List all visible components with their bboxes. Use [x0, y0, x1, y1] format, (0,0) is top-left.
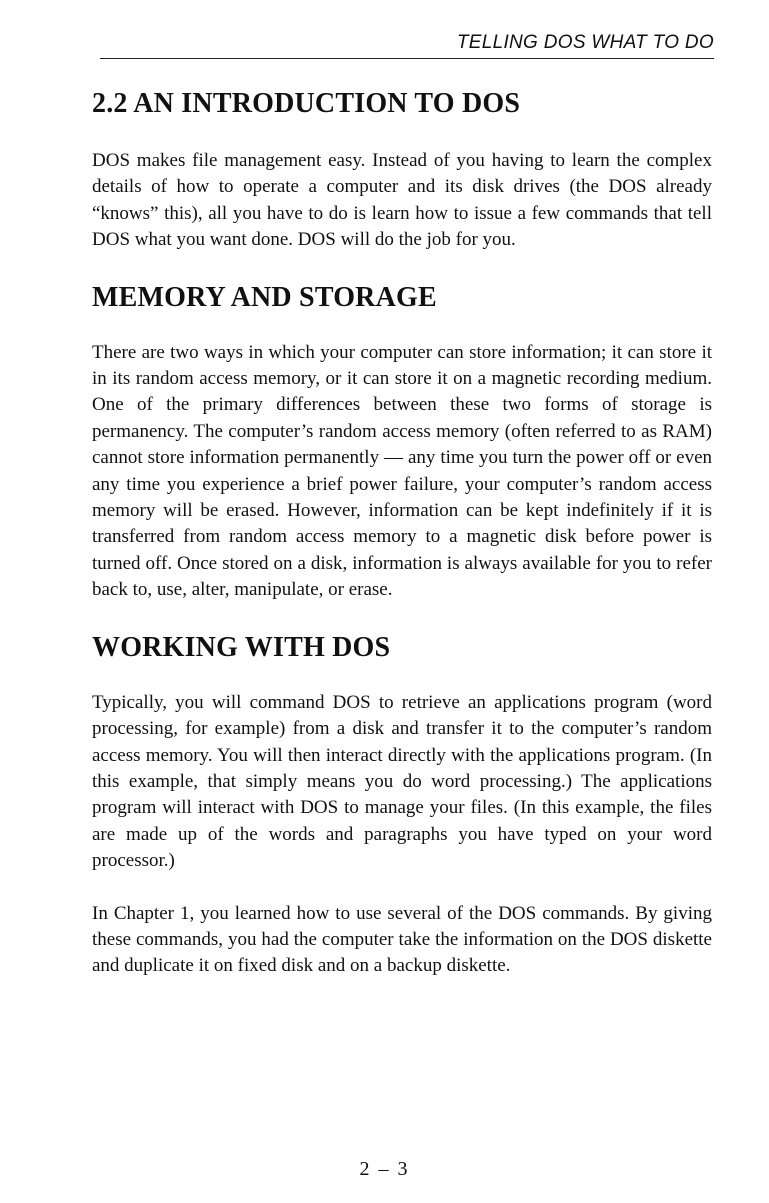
working-paragraph-2: In Chapter 1, you learned how to use several of the DOS commands. By giving these commands, you had the computer take the information on the DOS diskette and duplicate it on fixed disk and on a backup diskette. [92, 902, 712, 977]
working-paragraph-1: Typically, you will command DOS to retrieve an applications program (word processing, for example) from a disk and transfer it to the computer’s random access memory. You will then interact directly with the applications program. (In this example, that simply means you do word processing.) The applications program will interact with DOS to manage your files. (In this example, the files are made up of the words and paragraphs you have typed on your word processor.) [92, 691, 712, 872]
section-title: 2.2 AN INTRODUCTION TO DOS [92, 88, 521, 119]
memory-storage-heading: MEMORY AND STORAGE [92, 281, 437, 313]
running-header-title: TELLING DOS WHAT TO DO [456, 32, 714, 53]
memory-storage-paragraph: There are two ways in which your computer can store information; it can store it in its random access memory, or it can store it on a magnetic recording medium. One of the primary differences between these two forms of storage is permanency. The computer’s random access memory (often referred to as RAM) cannot store information permanently — any time you turn the power off or even any time you experience a brief power failure, your computer’s random access memory will be erased. However, information can be kept indefinitely if it is transferred from random access memory to a magnetic disk before power is turned off. Once stored on a disk, information is always available for you to refer back to, use, alter, manipulate, or erase. [92, 341, 712, 601]
page-content [92, 84, 712, 980]
page-number: 2 – 3 [359, 1158, 410, 1180]
intro-paragraph: DOS makes file management easy. Instead of you having to learn the complex details of how to operate a computer and its disk drives (the DOS already “knows” this), all you have to do is learn how to issue a few commands that tell DOS what you want done. DOS will do the job for you. [92, 150, 712, 251]
running-header [100, 30, 714, 59]
working-with-dos-heading: WORKING WITH DOS [92, 631, 391, 663]
